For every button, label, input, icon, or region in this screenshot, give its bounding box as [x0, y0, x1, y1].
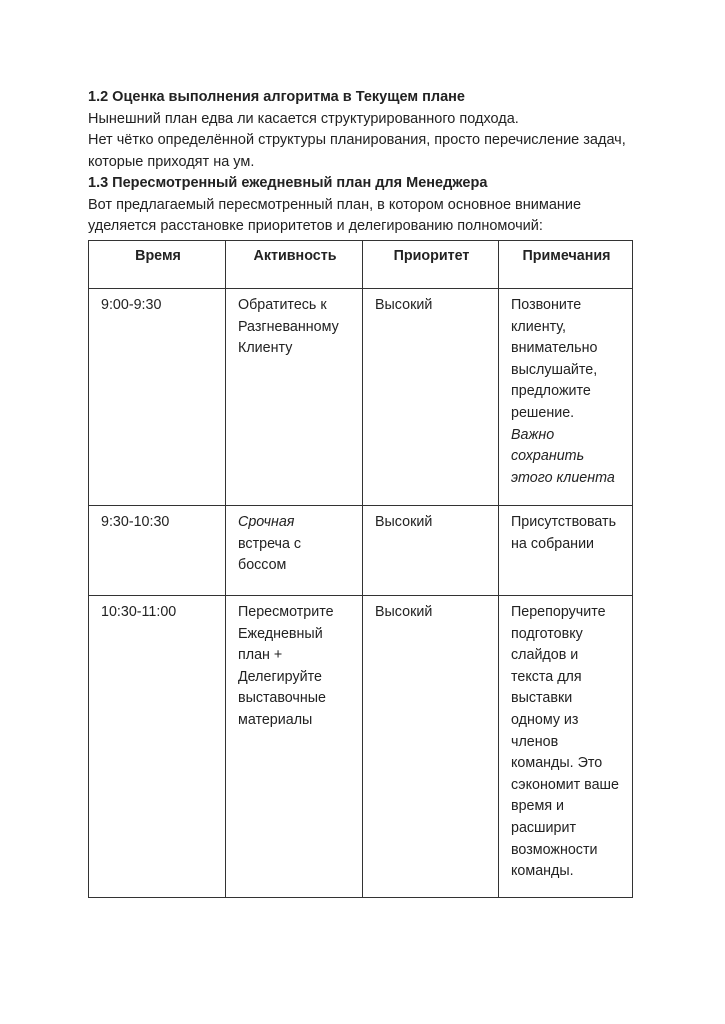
section-heading-1-2: 1.2 Оценка выполнения алгоритма в Текущем плане [88, 89, 465, 105]
table-row [89, 506, 633, 596]
paragraph: Нынешний план едва ли касается структурированного подхода. [88, 110, 519, 127]
header-time: Время [89, 241, 226, 289]
cell-activity [226, 506, 363, 596]
header-activity: Активность [226, 241, 363, 289]
cell-notes [499, 596, 633, 898]
cell-activity [226, 289, 363, 506]
cell-priority: Высокий [363, 506, 499, 596]
activity-text: Пересмотрите Ежедневный план + Делегируйте выставочные материалы [238, 604, 334, 728]
paragraph: Нет чётко определённой структуры планирования, просто перечисление задач, которые приходят на ум. [88, 132, 626, 170]
activity-emphasis: Срочная [238, 514, 295, 530]
notes-text: Позвоните клиенту, внимательно выслушайте, предложите решение. [511, 297, 598, 421]
activity-text: встреча с боссом [238, 535, 302, 574]
notes-emphasis: Важно сохранить этого клиента [511, 426, 615, 486]
document-body [88, 87, 648, 238]
cell-time: 9:00-9:30 [89, 289, 226, 506]
activity-text: Обратитесь к Разгневанному Клиенту [238, 297, 339, 357]
notes-text: Присутствовать на собрании [511, 514, 617, 552]
cell-time: 9:30-10:30 [89, 506, 226, 596]
header-notes: Примечания [499, 241, 633, 289]
table-header-row [89, 241, 633, 289]
cell-activity [226, 596, 363, 898]
cell-notes [499, 506, 633, 596]
cell-priority: Высокий [363, 289, 499, 506]
cell-priority: Высокий [363, 596, 499, 898]
cell-notes [499, 289, 633, 506]
cell-time: 10:30-11:00 [89, 596, 226, 898]
daily-plan-table [88, 240, 633, 898]
paragraph: Вот предлагаемый пересмотренный план, в котором основное внимание уделяется расстановке приоритетов и делегированию полномочий: [88, 196, 582, 234]
table-row [89, 596, 633, 898]
section-heading-1-3: 1.3 Пересмотренный ежедневный план для Менеджера [88, 175, 488, 191]
header-priority: Приоритет [363, 241, 499, 289]
notes-text: Перепоручите подготовку слайдов и текста для выставки одному из членов команды. Это сэкономит ваше время и расширит возможности команды. [511, 604, 619, 880]
table-row [89, 289, 633, 506]
